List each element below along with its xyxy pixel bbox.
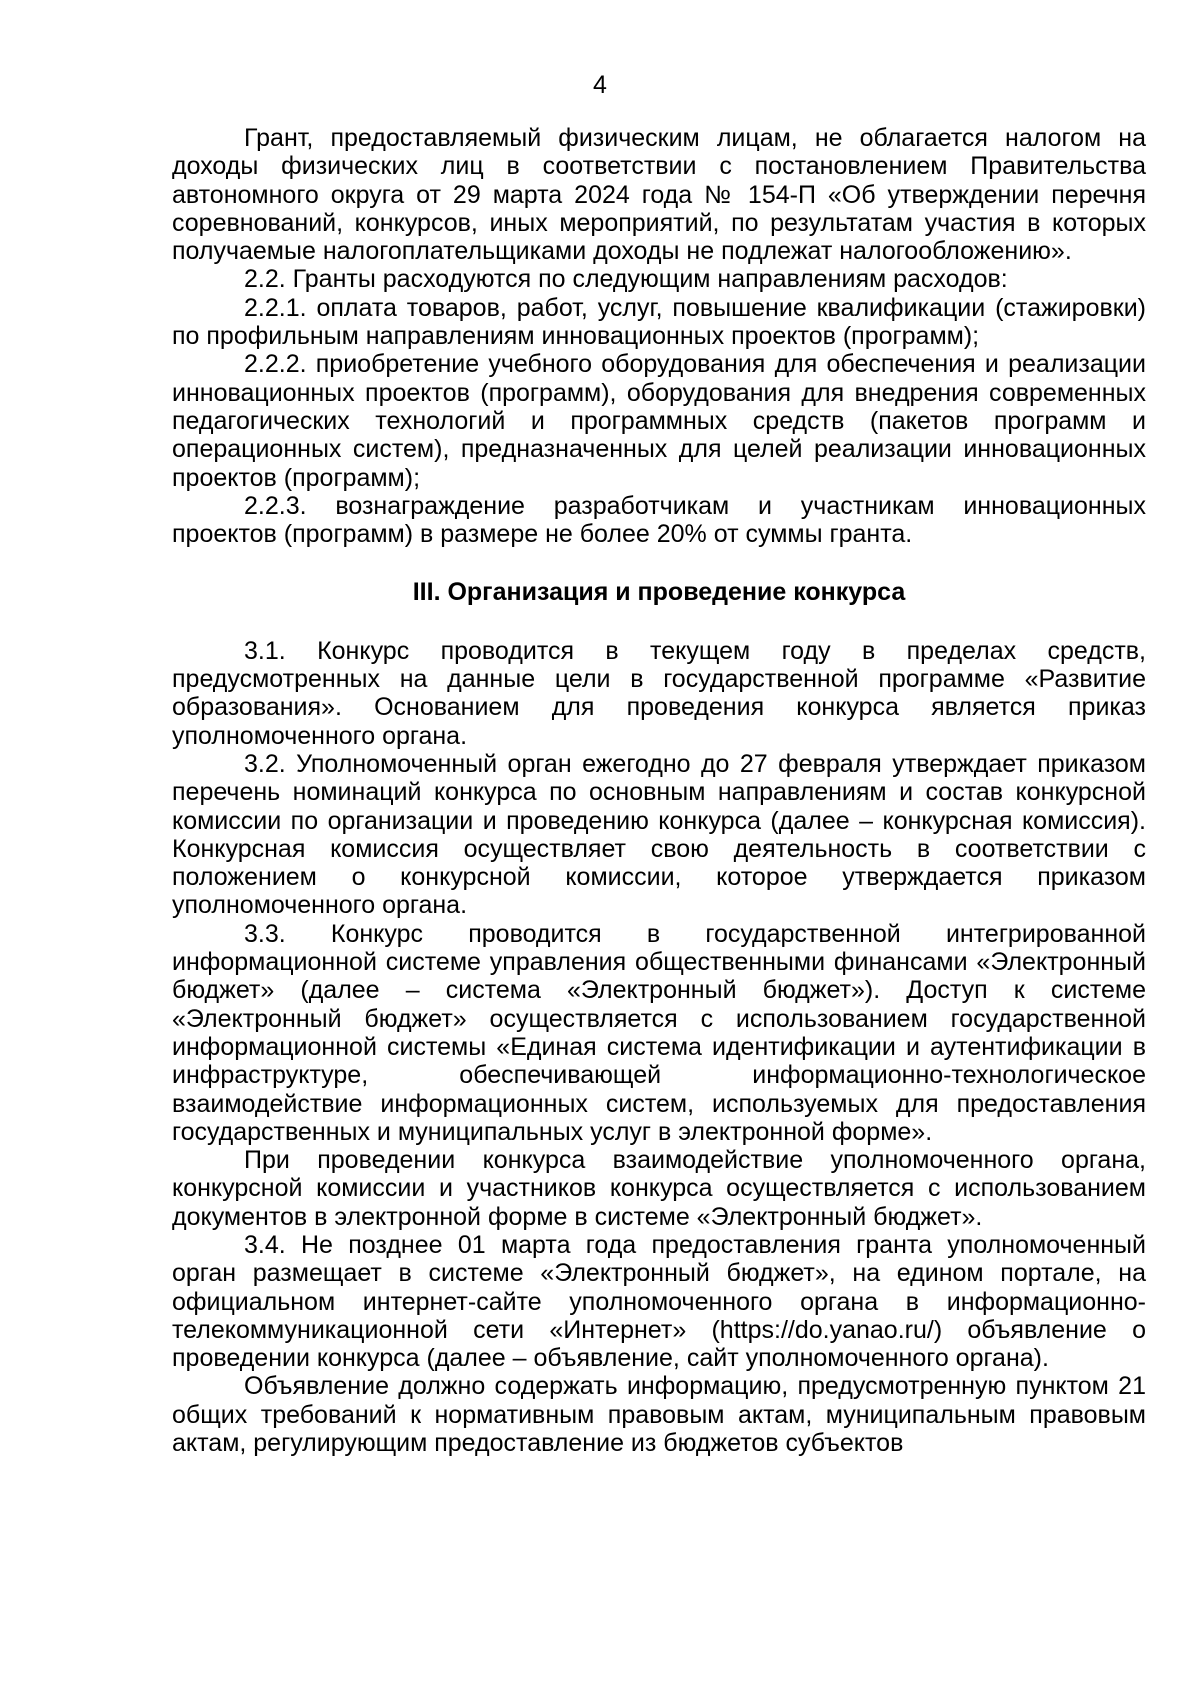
- paragraph-grant-tax: Грант, предоставляемый физическим лицам, не облагается налогом на доходы физических лиц в соответствии с постановлением Правительства автономного округа от 29 марта 2024 года № 154-П «Об утверждении перечня соревнований, конкурсов, иных мероприятий, по результатам участия в которых получаемые налогоплательщиками доходы не подлежат налогообложению».: [172, 124, 1146, 266]
- document-body: [172, 124, 1146, 1457]
- paragraph-3-2: 3.2. Уполномоченный орган ежегодно до 27 февраля утверждает приказом перечень номинаций конкурса по основным направлениям и состав конкурсной комиссии по организации и проведению конкурса (далее – конкурсная комиссия). Конкурсная комиссия осуществляет свою деятельность в соответствии с положением о конкурсной комиссии, которое утверждается приказом уполномоченного органа.: [172, 749, 1146, 920]
- paragraph-3-1: 3.1. Конкурс проводится в текущем году в пределах средств, предусмотренных на данные цели в государственной программе «Развитие образования». Основанием для проведения конкурса является приказ уполномоченного органа.: [172, 636, 1146, 750]
- paragraph-announcement: Объявление должно содержать информацию, предусмотренную пунктом 21 общих требований к нормативным правовым актам, муниципальным правовым актам, регулирующим предоставление из бюджетов субъектов: [172, 1372, 1146, 1458]
- paragraph-2-2-1: 2.2.1. оплата товаров, работ, услуг, повышение квалификации (стажировки) по профильным направлениям инновационных проектов (программ);: [172, 293, 1146, 351]
- paragraph-3-3: 3.3. Конкурс проводится в государственной интегрированной информационной системе управления общественными финансами «Электронный бюджет» (далее – система «Электронный бюджет»). Доступ к системе «Электронный бюджет» осуществляется с использованием государственной информационной системы «Единая система идентификации и аутентификации в инфраструктуре, обеспечивающей информационно-технологическое взаимодействие информационных систем, используемых для предоставления государственных и муниципальных услуг в электронной форме».: [172, 919, 1146, 1146]
- paragraph-2-2-2: 2.2.2. приобретение учебного оборудования для обеспечения и реализации инновационных проектов (программ), оборудования для внедрения современных педагогических технологий и программных средств (пакетов программ и операционных систем), предназначенных для целей реализации инновационных проектов (программ);: [172, 350, 1146, 492]
- page-number: 4: [593, 71, 607, 99]
- section-heading: III. Организация и проведение конкурса: [412, 578, 906, 607]
- paragraph-interaction: При проведении конкурса взаимодействие уполномоченного органа, конкурсной комиссии и участников конкурса осуществляется с использованием документов в электронной форме в системе «Электронный бюджет».: [172, 1146, 1146, 1231]
- paragraph-2-2: 2.2. Гранты расходуются по следующим направлениям расходов:: [244, 265, 1008, 294]
- paragraph-3-4: 3.4. Не позднее 01 марта года предоставления гранта уполномоченный орган размещает в системе «Электронный бюджет», на едином портале, на официальном интернет-сайте уполномоченного органа в информационно-телекоммуникационной сети «Интернет» (https://do.yanao.ru/) объявление о проведении конкурса (далее – объявление, сайт уполномоченного органа).: [172, 1230, 1146, 1373]
- paragraph-2-2-3: 2.2.3. вознаграждение разработчикам и участникам инновационных проектов (программ) в размере не более 20% от суммы гранта.: [172, 491, 1146, 549]
